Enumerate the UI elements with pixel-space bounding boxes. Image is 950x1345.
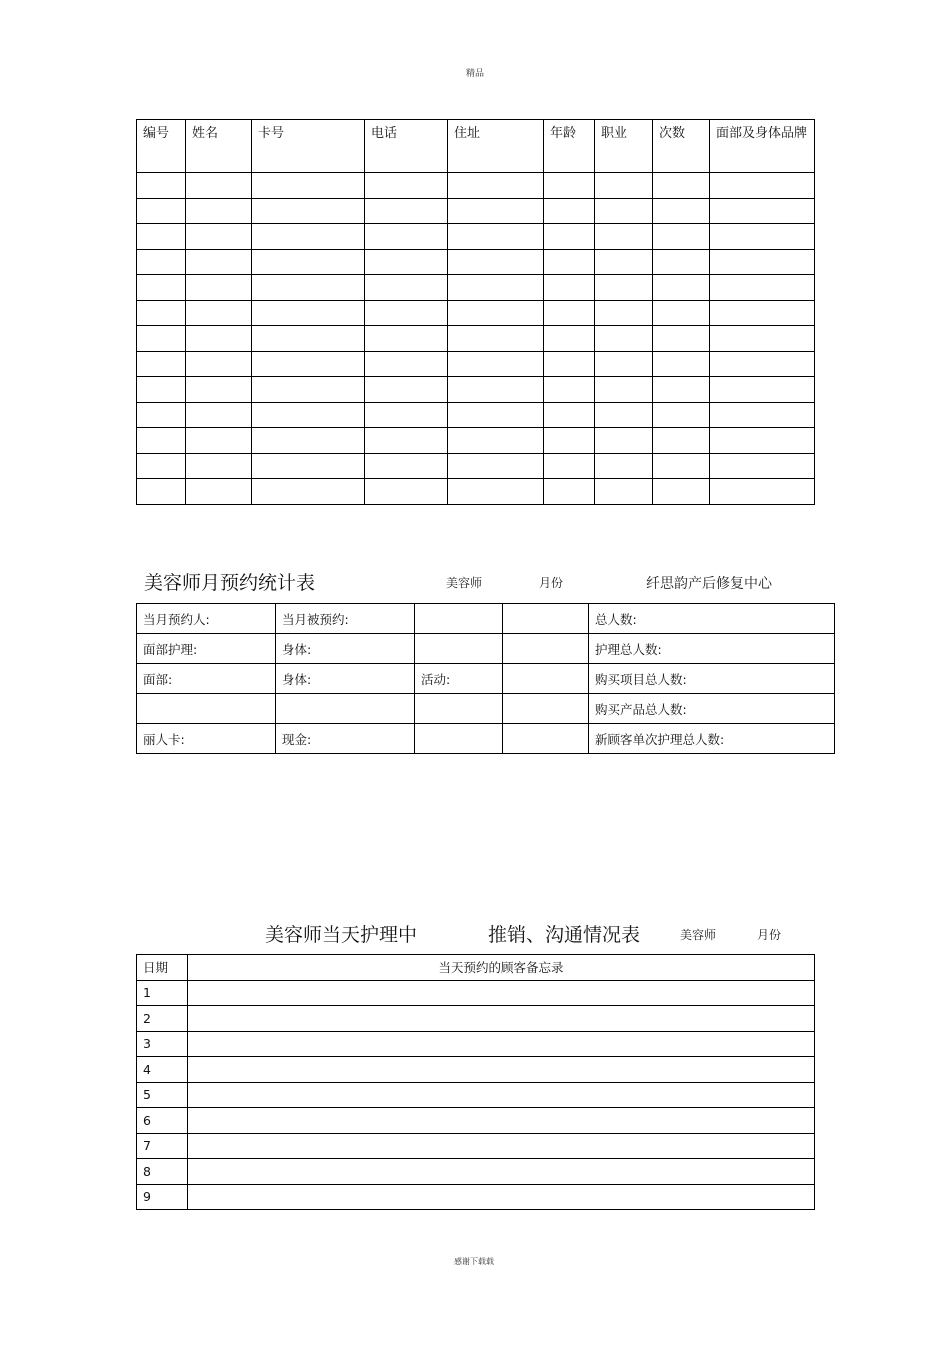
- header-memo: 当天预约的顾客备忘录: [188, 955, 815, 981]
- stats-cell[interactable]: [415, 724, 503, 754]
- table-cell[interactable]: [710, 249, 815, 275]
- header-phone: 电话: [365, 120, 448, 173]
- stats-cell[interactable]: [415, 634, 503, 664]
- table-cell[interactable]: [252, 351, 365, 377]
- table-cell[interactable]: [252, 402, 365, 428]
- month-label: 月份: [539, 576, 564, 590]
- table-cell[interactable]: [448, 300, 544, 326]
- table-cell[interactable]: [137, 249, 186, 275]
- table-row: [137, 351, 815, 377]
- table-cell[interactable]: [710, 479, 815, 505]
- memo-header-row: [137, 955, 815, 981]
- stats-cell[interactable]: 护理总人数:: [589, 634, 835, 664]
- table-cell[interactable]: [448, 377, 544, 403]
- table-cell[interactable]: [252, 173, 365, 199]
- monthly-appointment-title: 美容师月预约统计表: [144, 572, 316, 594]
- table-cell[interactable]: [653, 249, 710, 275]
- table-cell[interactable]: [544, 249, 595, 275]
- table-cell[interactable]: [365, 249, 448, 275]
- table-row: [137, 402, 815, 428]
- stats-cell[interactable]: 购买项目总人数:: [589, 664, 835, 694]
- table-cell[interactable]: [365, 453, 448, 479]
- stats-cell[interactable]: [276, 694, 415, 724]
- memo-row: [137, 1057, 815, 1083]
- stats-cell[interactable]: 当月被预约:: [276, 604, 415, 634]
- table-cell[interactable]: [595, 377, 653, 403]
- table-cell[interactable]: [137, 198, 186, 224]
- table-cell[interactable]: [448, 198, 544, 224]
- memo-row: [137, 1133, 815, 1159]
- table-cell[interactable]: [186, 377, 252, 403]
- table-cell[interactable]: [252, 326, 365, 352]
- table-cell[interactable]: [186, 198, 252, 224]
- table-cell[interactable]: [544, 275, 595, 301]
- stats-cell[interactable]: 总人数:: [589, 604, 835, 634]
- table-cell[interactable]: [137, 428, 186, 454]
- table-cell[interactable]: [186, 173, 252, 199]
- stats-cell[interactable]: [415, 604, 503, 634]
- table-row: [137, 428, 815, 454]
- table-cell[interactable]: [137, 326, 186, 352]
- table-cell[interactable]: [186, 326, 252, 352]
- table-cell[interactable]: [710, 453, 815, 479]
- memo-cell[interactable]: [188, 980, 815, 1006]
- table-cell[interactable]: [137, 351, 186, 377]
- table-cell[interactable]: [595, 351, 653, 377]
- table-cell[interactable]: [710, 224, 815, 250]
- stats-cell[interactable]: [137, 694, 276, 724]
- table-row: [137, 249, 815, 275]
- memo-row: [137, 1159, 815, 1185]
- table-cell[interactable]: [595, 249, 653, 275]
- stats-cell[interactable]: 面部护理:: [137, 634, 276, 664]
- table-cell[interactable]: [137, 300, 186, 326]
- header-name: 姓名: [186, 120, 252, 173]
- memo-cell[interactable]: [188, 1031, 815, 1057]
- table-cell[interactable]: [595, 428, 653, 454]
- memo-cell[interactable]: [188, 1184, 815, 1210]
- table-cell[interactable]: [544, 198, 595, 224]
- table-cell[interactable]: [137, 173, 186, 199]
- table-cell[interactable]: [595, 173, 653, 199]
- table-cell[interactable]: [595, 198, 653, 224]
- table-cell[interactable]: [544, 351, 595, 377]
- table-row: [137, 173, 815, 199]
- stats-cell[interactable]: 丽人卡:: [137, 724, 276, 754]
- table-cell[interactable]: [252, 198, 365, 224]
- table-cell[interactable]: [448, 428, 544, 454]
- table-cell[interactable]: [365, 275, 448, 301]
- table-cell[interactable]: [137, 377, 186, 403]
- table-cell[interactable]: [252, 300, 365, 326]
- table-cell[interactable]: [137, 402, 186, 428]
- table-cell[interactable]: [186, 300, 252, 326]
- table-cell[interactable]: [186, 351, 252, 377]
- header-card: 卡号: [252, 120, 365, 173]
- memo-cell[interactable]: [188, 1108, 815, 1134]
- table-cell[interactable]: [710, 173, 815, 199]
- monthly-stats-table: [136, 603, 835, 754]
- day-number: 4: [137, 1057, 188, 1083]
- table-cell[interactable]: [595, 275, 653, 301]
- stats-row: [137, 634, 835, 664]
- stats-cell[interactable]: 面部:: [137, 664, 276, 694]
- table-cell[interactable]: [595, 479, 653, 505]
- table-cell[interactable]: [137, 275, 186, 301]
- table-row: [137, 453, 815, 479]
- table-cell[interactable]: [544, 402, 595, 428]
- table-cell[interactable]: [710, 402, 815, 428]
- memo-cell[interactable]: [188, 1082, 815, 1108]
- table-cell[interactable]: [544, 326, 595, 352]
- footer-mark: 感谢下载载: [454, 1257, 494, 1266]
- daily-memo-table: [136, 954, 815, 1210]
- memo-row: [137, 1031, 815, 1057]
- day-number: 9: [137, 1184, 188, 1210]
- stats-cell[interactable]: [415, 694, 503, 724]
- table-cell[interactable]: [365, 300, 448, 326]
- table-cell[interactable]: [252, 377, 365, 403]
- table-row: [137, 377, 815, 403]
- memo-cell[interactable]: [188, 1057, 815, 1083]
- table-cell[interactable]: [710, 198, 815, 224]
- header-visits: 次数: [653, 120, 710, 173]
- table-cell[interactable]: [595, 300, 653, 326]
- table-cell[interactable]: [544, 173, 595, 199]
- table-row: [137, 198, 815, 224]
- table-cell[interactable]: [595, 224, 653, 250]
- stats-cell[interactable]: 身体:: [276, 634, 415, 664]
- stats-cell[interactable]: [503, 724, 589, 754]
- table-cell[interactable]: [186, 428, 252, 454]
- center-name: 纤思韵产后修复中心: [646, 576, 772, 592]
- stats-cell[interactable]: 身体:: [276, 664, 415, 694]
- daily-care-title-part1: 美容师当天护理中: [265, 924, 418, 946]
- table-cell[interactable]: [653, 224, 710, 250]
- table-cell[interactable]: [710, 300, 815, 326]
- day-number: 5: [137, 1082, 188, 1108]
- stats-cell[interactable]: [503, 634, 589, 664]
- table-cell[interactable]: [448, 275, 544, 301]
- table-cell[interactable]: [365, 351, 448, 377]
- table-cell[interactable]: [365, 377, 448, 403]
- table-cell[interactable]: [186, 275, 252, 301]
- table-cell[interactable]: [653, 479, 710, 505]
- table-cell[interactable]: [365, 402, 448, 428]
- memo-row: [137, 1184, 815, 1210]
- stats-cell[interactable]: 当月预约人:: [137, 604, 276, 634]
- table-header-row: [137, 120, 815, 173]
- table-cell[interactable]: [252, 479, 365, 505]
- beautician-label: 美容师: [446, 576, 483, 590]
- table-cell[interactable]: [544, 224, 595, 250]
- table-cell[interactable]: [653, 326, 710, 352]
- table-cell[interactable]: [365, 198, 448, 224]
- table-cell[interactable]: [653, 173, 710, 199]
- table-cell[interactable]: [544, 300, 595, 326]
- beautician-label-2: 美容师: [680, 928, 717, 942]
- header-job: 职业: [595, 120, 653, 173]
- header-brand: 面部及身体品牌: [710, 120, 815, 173]
- table-cell[interactable]: [252, 275, 365, 301]
- month-label-2: 月份: [757, 928, 782, 942]
- memo-row: [137, 1108, 815, 1134]
- table-cell[interactable]: [653, 351, 710, 377]
- table-cell[interactable]: [252, 249, 365, 275]
- header-address: 住址: [448, 120, 544, 173]
- table-row: [137, 479, 815, 505]
- table-cell[interactable]: [365, 173, 448, 199]
- table-cell[interactable]: [653, 428, 710, 454]
- stats-cell[interactable]: 现金:: [276, 724, 415, 754]
- day-number: 6: [137, 1108, 188, 1134]
- table-cell[interactable]: [710, 377, 815, 403]
- table-cell[interactable]: [186, 402, 252, 428]
- table-cell[interactable]: [710, 275, 815, 301]
- stats-cell[interactable]: [503, 694, 589, 724]
- table-cell[interactable]: [365, 224, 448, 250]
- stats-row: [137, 724, 835, 754]
- table-cell[interactable]: [186, 479, 252, 505]
- table-cell[interactable]: [448, 249, 544, 275]
- daily-care-title-part2: 推销、沟通情况表: [488, 924, 641, 946]
- table-cell[interactable]: [595, 402, 653, 428]
- table-cell[interactable]: [252, 428, 365, 454]
- table-cell[interactable]: [186, 224, 252, 250]
- table-cell[interactable]: [252, 453, 365, 479]
- memo-cell[interactable]: [188, 1159, 815, 1185]
- table-cell[interactable]: [544, 377, 595, 403]
- table-cell[interactable]: [448, 351, 544, 377]
- table-cell[interactable]: [448, 326, 544, 352]
- stats-cell[interactable]: 新顾客单次护理总人数:: [589, 724, 835, 754]
- day-number: 2: [137, 1006, 188, 1032]
- table-cell[interactable]: [653, 198, 710, 224]
- table-cell[interactable]: [448, 453, 544, 479]
- day-number: 1: [137, 980, 188, 1006]
- memo-row: [137, 1006, 815, 1032]
- header-date: 日期: [137, 955, 188, 981]
- table-row: [137, 326, 815, 352]
- table-cell[interactable]: [710, 351, 815, 377]
- table-cell[interactable]: [365, 326, 448, 352]
- memo-row: [137, 980, 815, 1006]
- day-number: 3: [137, 1031, 188, 1057]
- memo-row: [137, 1082, 815, 1108]
- table-cell[interactable]: [448, 224, 544, 250]
- table-cell[interactable]: [186, 249, 252, 275]
- day-number: 7: [137, 1133, 188, 1159]
- memo-cell[interactable]: [188, 1133, 815, 1159]
- table-cell[interactable]: [595, 326, 653, 352]
- table-cell[interactable]: [448, 173, 544, 199]
- memo-cell[interactable]: [188, 1006, 815, 1032]
- table-cell[interactable]: [544, 453, 595, 479]
- table-row: [137, 224, 815, 250]
- table-cell[interactable]: [186, 453, 252, 479]
- stats-row: [137, 604, 835, 634]
- table-cell[interactable]: [448, 402, 544, 428]
- table-cell[interactable]: [544, 428, 595, 454]
- table-cell[interactable]: [653, 453, 710, 479]
- table-cell[interactable]: [710, 326, 815, 352]
- table-cell[interactable]: [653, 377, 710, 403]
- stats-row: [137, 664, 835, 694]
- table-cell[interactable]: [710, 428, 815, 454]
- table-cell[interactable]: [653, 402, 710, 428]
- table-cell[interactable]: [653, 275, 710, 301]
- stats-cell[interactable]: 购买产品总人数:: [589, 694, 835, 724]
- stats-cell[interactable]: [503, 664, 589, 694]
- header-mark: 精品: [466, 69, 485, 79]
- table-cell[interactable]: [137, 224, 186, 250]
- table-row: [137, 275, 815, 301]
- table-cell[interactable]: [252, 224, 365, 250]
- table-cell[interactable]: [365, 479, 448, 505]
- table-cell[interactable]: [448, 479, 544, 505]
- table-cell[interactable]: [137, 453, 186, 479]
- customer-table: [136, 119, 815, 505]
- header-age: 年龄: [544, 120, 595, 173]
- stats-cell[interactable]: [503, 604, 589, 634]
- table-cell[interactable]: [365, 428, 448, 454]
- table-cell[interactable]: [653, 300, 710, 326]
- day-number: 8: [137, 1159, 188, 1185]
- stats-row: [137, 694, 835, 724]
- stats-cell[interactable]: 活动:: [415, 664, 503, 694]
- table-cell[interactable]: [595, 453, 653, 479]
- header-id: 编号: [137, 120, 186, 173]
- table-cell[interactable]: [137, 479, 186, 505]
- table-cell[interactable]: [544, 479, 595, 505]
- table-row: [137, 300, 815, 326]
